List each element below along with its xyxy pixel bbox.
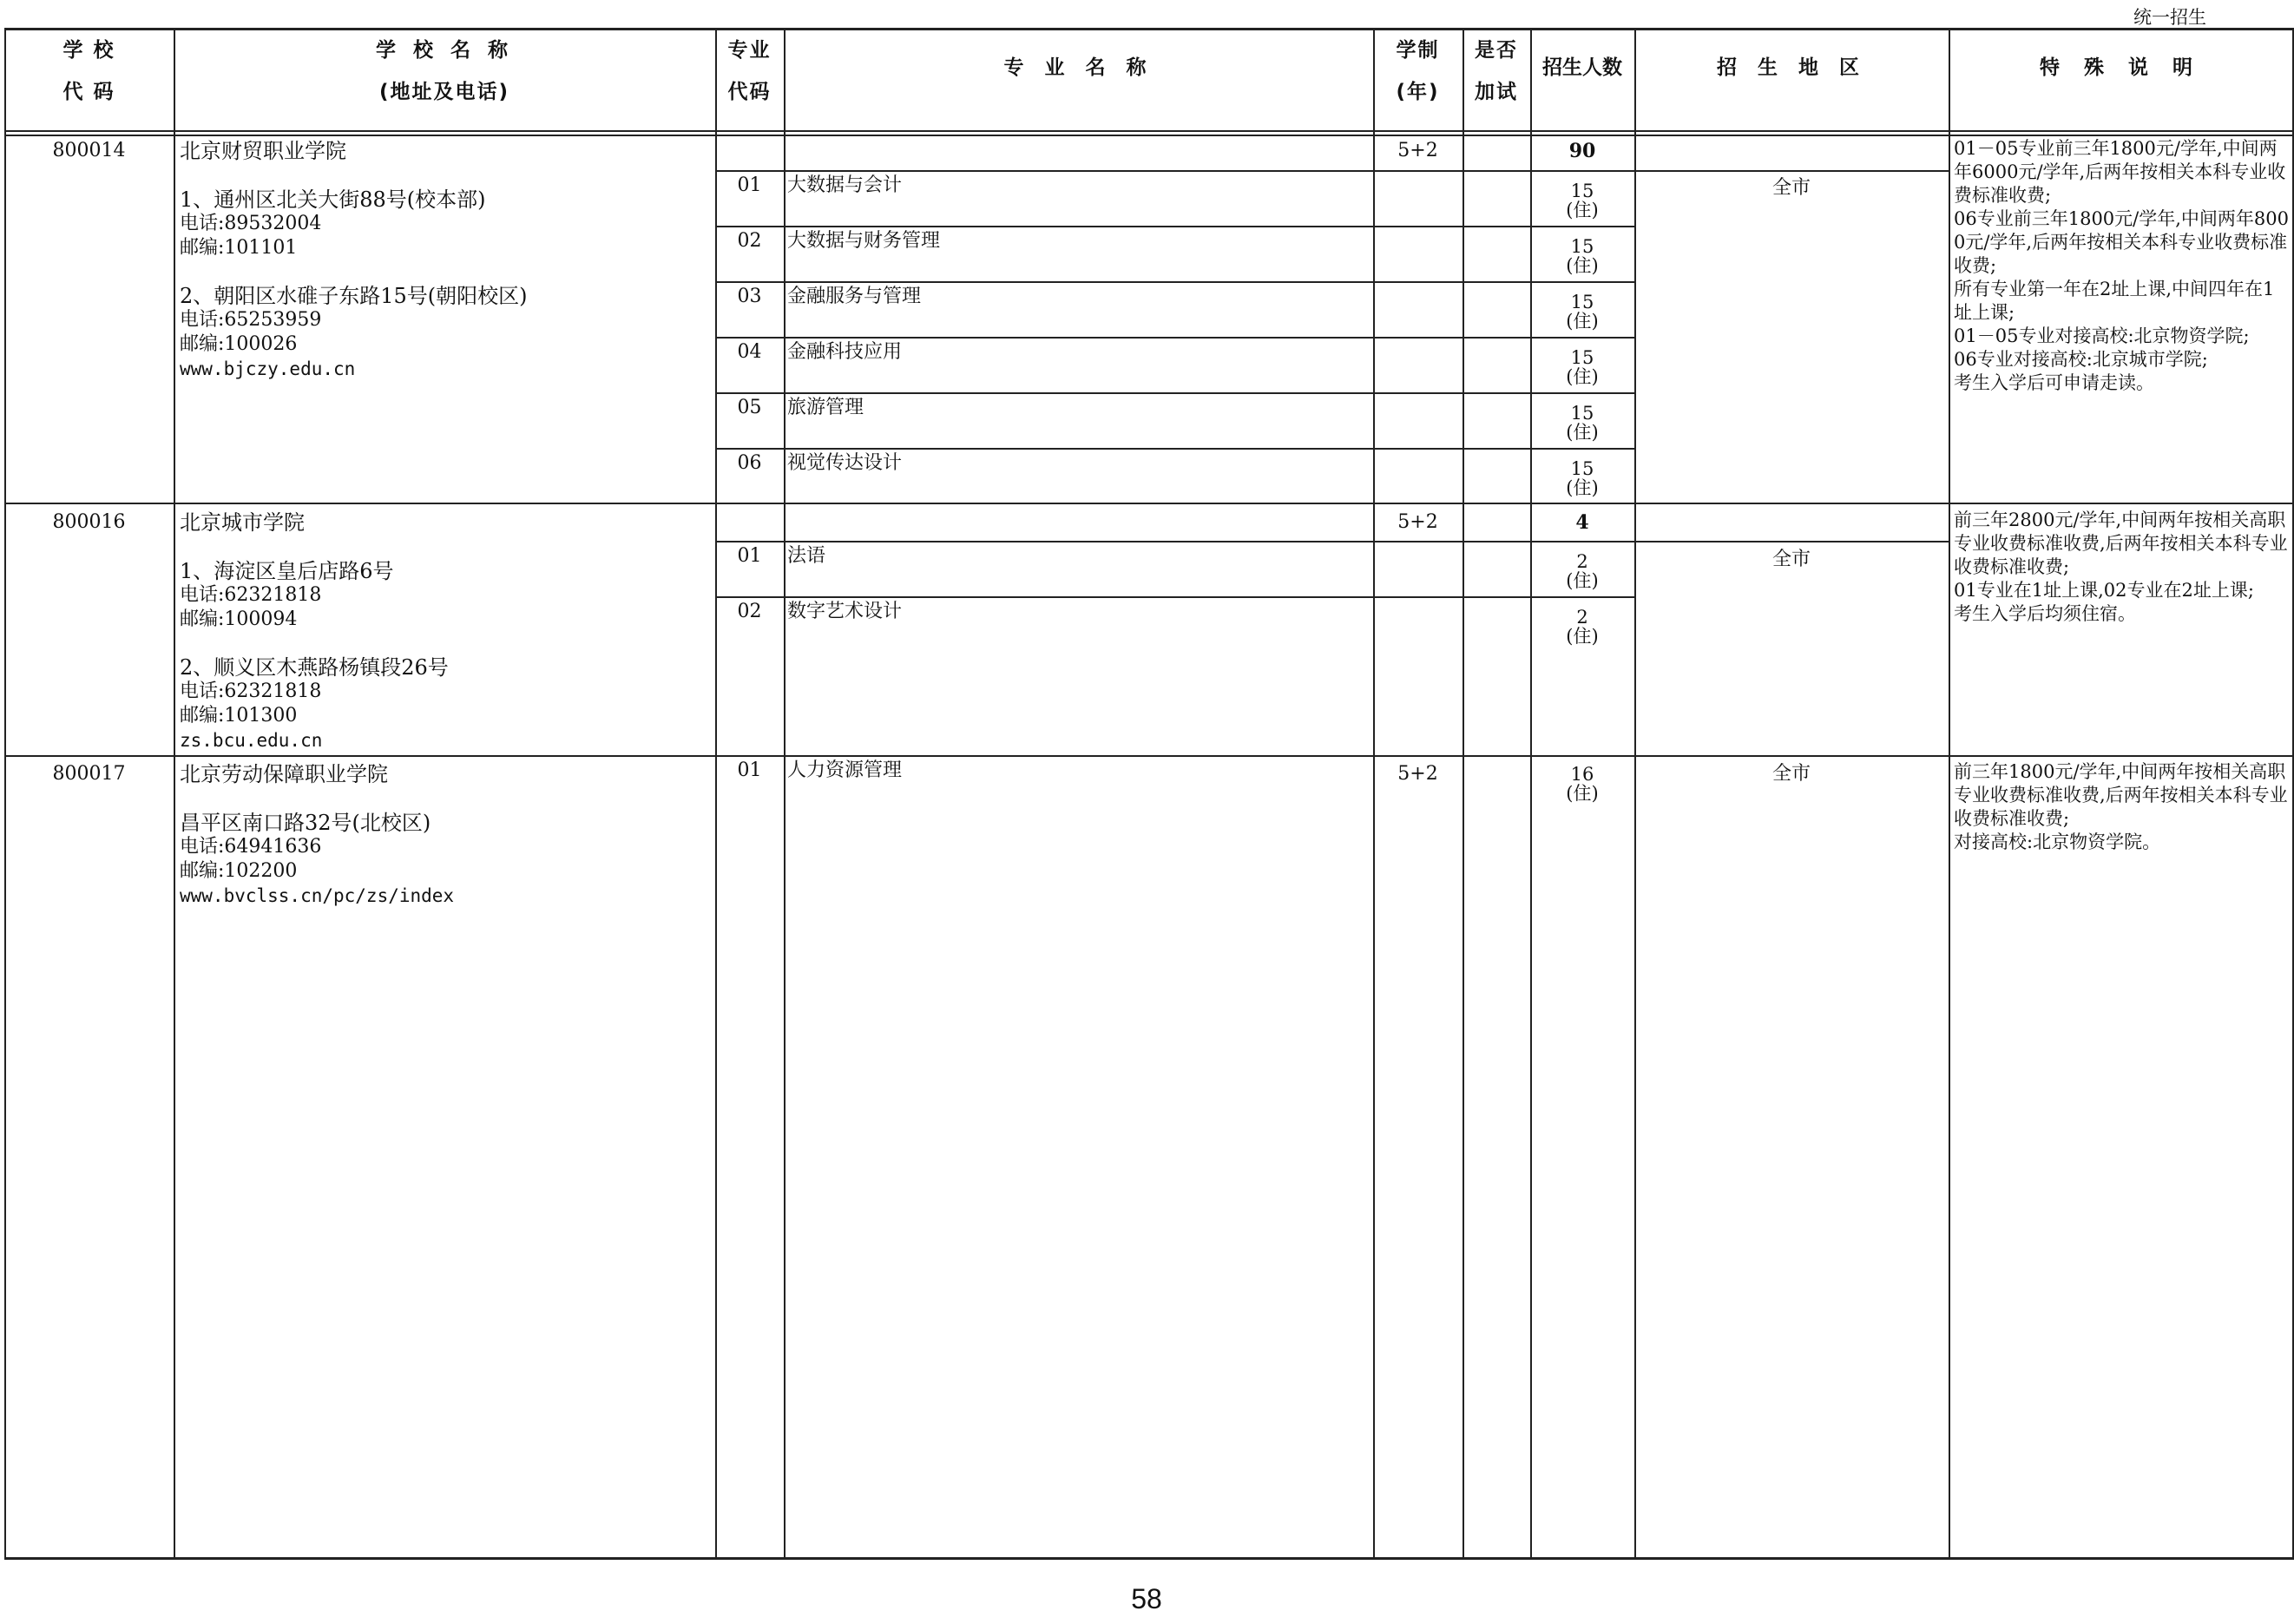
major-code: 01 bbox=[737, 759, 762, 781]
school-address-line: 1、海淀区皇后店路6号 bbox=[180, 559, 394, 583]
major-count-note: (住) bbox=[1566, 570, 1599, 591]
header-school-name-2: (地址及电话) bbox=[378, 81, 510, 103]
major-count-note: (住) bbox=[1566, 311, 1599, 332]
major-code: 05 bbox=[737, 397, 762, 418]
region: 全市 bbox=[1771, 763, 1811, 785]
school-phone: 电话:62321818 bbox=[180, 584, 322, 606]
major-code: 02 bbox=[737, 601, 762, 622]
major-count: 15 bbox=[1570, 403, 1594, 424]
major-count: 15 bbox=[1570, 236, 1594, 257]
corner-label: 统一招生 bbox=[2133, 7, 2206, 28]
school-postcode: 邮编:100094 bbox=[180, 608, 298, 630]
school-phone: 电话:65253959 bbox=[180, 309, 322, 331]
major-name: 数字艺术设计 bbox=[787, 601, 903, 622]
school-postcode: 邮编:101101 bbox=[180, 237, 298, 259]
header-extra-test-1: 是否 bbox=[1475, 39, 1518, 62]
major-count: 15 bbox=[1570, 292, 1594, 312]
school-address-line: 2、顺义区木燕路杨镇段26号 bbox=[180, 655, 449, 680]
major-name: 金融服务与管理 bbox=[787, 286, 922, 307]
header-enrollment: 招生人数 bbox=[1542, 56, 1622, 79]
header-major-name: 专 业 名 称 bbox=[1003, 56, 1154, 79]
major-code: 04 bbox=[737, 341, 762, 363]
enrollment-total: 90 bbox=[1568, 140, 1596, 162]
header-region: 招 生 地 区 bbox=[1716, 56, 1867, 79]
school-code: 800016 bbox=[52, 511, 126, 533]
school-website: zs.bcu.edu.cn bbox=[180, 730, 323, 751]
major-count-note: (住) bbox=[1566, 255, 1599, 276]
school-postcode: 邮编:100026 bbox=[180, 333, 298, 355]
school-phone: 电话:62321818 bbox=[180, 681, 322, 702]
major-count-note: (住) bbox=[1566, 783, 1599, 804]
major-count-note: (住) bbox=[1566, 200, 1599, 220]
major-name: 视觉传达设计 bbox=[787, 452, 903, 474]
header-school-code-2: 代 码 bbox=[62, 81, 115, 103]
major-code: 06 bbox=[737, 452, 762, 474]
school-address-line: 昌平区南口路32号(北校区) bbox=[180, 811, 431, 835]
header-duration-1: 学制 bbox=[1396, 39, 1440, 62]
major-count: 15 bbox=[1570, 458, 1594, 479]
major-code: 01 bbox=[737, 545, 762, 567]
page-number: 58 bbox=[1131, 1583, 1162, 1614]
duration: 5+2 bbox=[1397, 140, 1438, 161]
duration: 5+2 bbox=[1397, 511, 1438, 533]
header-extra-test-2: 加试 bbox=[1475, 81, 1518, 103]
school-code: 800017 bbox=[52, 763, 126, 785]
duration: 5+2 bbox=[1397, 763, 1438, 785]
header-major-code-2: 代码 bbox=[727, 81, 772, 103]
school-address-line: 1、通州区北关大街88号(校本部) bbox=[180, 187, 486, 212]
school-postcode: 邮编:102200 bbox=[180, 860, 298, 882]
major-code: 03 bbox=[737, 286, 762, 307]
region: 全市 bbox=[1771, 549, 1811, 570]
major-name: 大数据与财务管理 bbox=[787, 230, 941, 252]
school-name: 北京财贸职业学院 bbox=[180, 139, 346, 163]
header-duration-2: (年) bbox=[1396, 81, 1440, 103]
enrollment-total: 4 bbox=[1575, 511, 1589, 534]
major-count-note: (住) bbox=[1566, 477, 1599, 498]
school-website: www.bvclss.cn/pc/zs/index bbox=[180, 885, 455, 906]
school-website: www.bjczy.edu.cn bbox=[180, 358, 356, 379]
school-phone: 电话:89532004 bbox=[180, 213, 322, 234]
school-postcode: 邮编:101300 bbox=[180, 705, 298, 727]
header-school-name-1: 学 校 名 称 bbox=[375, 39, 514, 62]
major-count-note: (住) bbox=[1566, 422, 1599, 443]
major-count: 2 bbox=[1576, 551, 1588, 572]
header-notes: 特 殊 说 明 bbox=[2039, 56, 2202, 79]
major-name: 旅游管理 bbox=[787, 397, 864, 418]
major-name: 大数据与会计 bbox=[787, 174, 903, 196]
special-notes: 前三年2800元/学年,中间两年按相关高职专业收费标准收费,后两年按相关本科专业收费标准收费; 01专业在1址上课,02专业在2址上课; 考生入学后均须住宿。 bbox=[1954, 510, 2288, 624]
school-name: 北京劳动保障职业学院 bbox=[180, 762, 388, 786]
major-count: 2 bbox=[1576, 607, 1588, 628]
special-notes: 前三年1800元/学年,中间两年按相关高职专业收费标准收费,后两年按相关本科专业收费标准收费; 对接高校:北京物资学院。 bbox=[1954, 761, 2288, 852]
major-name: 金融科技应用 bbox=[787, 341, 903, 363]
major-count-note: (住) bbox=[1566, 366, 1599, 387]
header-major-code-1: 专业 bbox=[727, 39, 772, 62]
special-notes: 01－05专业前三年1800元/学年,中间两年6000元/学年,后两年按相关本科专业收费标准收费; 06专业前三年1800元/学年,中间两年8000元/学年,后两年按相关本科专业收费标准收费; 所有专业第一年在2址上课,中间四年在1址上课; 01－05专业对接高校:北京物资学院; 06专业对接高校:北京城市学院; 考生入学后可申请走读。 bbox=[1954, 138, 2289, 393]
header-school-code-1: 学 校 bbox=[62, 39, 115, 62]
region: 全市 bbox=[1771, 177, 1811, 199]
major-count-note: (住) bbox=[1566, 626, 1599, 647]
school-address-line: 2、朝阳区水碓子东路15号(朝阳校区) bbox=[180, 284, 528, 308]
major-count: 15 bbox=[1570, 347, 1594, 368]
major-code: 01 bbox=[737, 174, 762, 196]
school-name: 北京城市学院 bbox=[180, 510, 305, 535]
major-name: 人力资源管理 bbox=[787, 759, 903, 781]
major-count: 16 bbox=[1570, 764, 1594, 785]
major-code: 02 bbox=[737, 230, 762, 252]
major-count: 15 bbox=[1570, 181, 1594, 201]
major-name: 法语 bbox=[787, 545, 826, 567]
school-phone: 电话:64941636 bbox=[180, 836, 322, 858]
school-code: 800014 bbox=[52, 140, 126, 161]
